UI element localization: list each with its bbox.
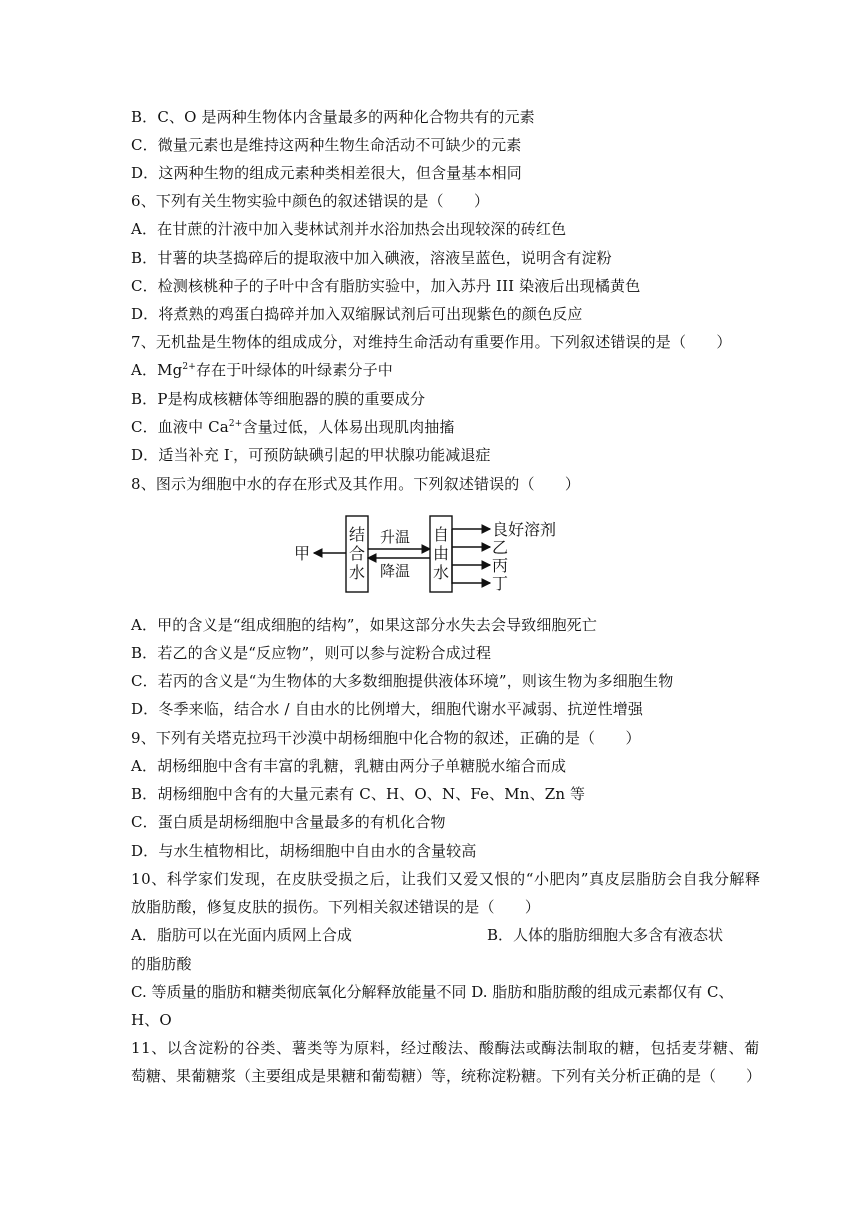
q6-stem: 6、下列有关生物实验中颜色的叙述错误的是（ ） (131, 192, 490, 210)
q7c-text-pre: C．血液中 Ca (131, 418, 229, 436)
label-heating: 升温 (380, 528, 411, 546)
q8-option-d: D．冬季来临，结合水 / 自由水的比例增大，细胞代谢水平减弱、抗逆性增强 (131, 700, 644, 718)
free-water-char-3: 水 (433, 563, 450, 582)
q7a-superscript: 2+ (182, 362, 196, 372)
q7d-text-pre: D．适当补充 I (131, 446, 230, 464)
q7a-text-post: 存在于叶绿体的叶绿素分子中 (195, 361, 393, 379)
q7c-text-post: 含量过低，人体易出现肌肉抽搐 (242, 418, 455, 436)
output-bing: 丙 (492, 556, 509, 575)
q10-option-b-continued: 的脂肪酸 (131, 955, 192, 973)
q7-option-d (131, 445, 491, 465)
q9-option-b: B．胡杨细胞中含有的大量元素有 C、H、O、N、Fe、Mn、Zn 等 (131, 785, 586, 803)
q7-option-c (131, 417, 455, 437)
q6-option-b: B．甘薯的块茎捣碎后的提取液中加入碘液，溶液呈蓝色，说明含有淀粉 (131, 249, 612, 267)
bound-water-char-3: 水 (349, 563, 366, 582)
output-ding: 丁 (492, 574, 509, 593)
free-water-char-2: 由 (433, 544, 450, 563)
diagram-label-jia: 甲 (294, 544, 311, 563)
q7a-text-pre: A．Mg (131, 361, 183, 379)
q9-option-c: C．蛋白质是胡杨细胞中含量最多的有机化合物 (131, 813, 446, 831)
free-water-char-1: 自 (433, 525, 450, 544)
q6-option-a: A．在甘蔗的汁液中加入斐林试剂并水浴加热会出现较深的砖红色 (131, 220, 567, 238)
q9-option-a: A．胡杨细胞中含有丰富的乳糖，乳糖由两分子单糖脱水缩合而成 (131, 757, 567, 775)
output-good-solvent: 良好溶剂 (492, 520, 557, 539)
q5-option-b: B．C、O 是两种生物体内含量最多的两种化合物共有的元素 (131, 108, 535, 126)
q9-option-d: D．与水生植物相比，胡杨细胞中自由水的含量较高 (131, 842, 477, 860)
bound-water-char-2: 合 (349, 544, 366, 563)
water-forms-diagram (290, 512, 570, 596)
q7c-superscript: 2+ (228, 419, 243, 429)
q10-stem-line-1: 10、科学家们发现，在皮肤受损之后，让我们又爱又恨的“小肥肉”真皮层脂肪会自我分解释 (131, 870, 761, 888)
q9-stem: 9、下列有关塔克拉玛干沙漠中胡杨细胞中化合物的叙述，正确的是（ ） (131, 729, 641, 747)
q10-option-b: B．人体的脂肪细胞大多含有液态状 (487, 926, 724, 944)
q6-option-d: D．将煮熟的鸡蛋白捣碎并加入双缩脲试剂后可出现紫色的颜色反应 (131, 305, 583, 323)
q6-option-c: C．检测核桃种子的子叶中含有脂肪实验中，加入苏丹 III 染液后出现橘黄色 (131, 277, 641, 295)
q7-option-a (131, 360, 393, 380)
q7-stem: 7、无机盐是生物体的组成成分，对维持生命活动有重要作用。下列叙述错误的是（ ） (131, 333, 732, 351)
output-yi: 乙 (492, 538, 509, 557)
label-cooling: 降温 (380, 562, 411, 580)
q8-option-b: B．若乙的含义是“反应物”，则可以参与淀粉合成过程 (131, 644, 492, 662)
q8-stem: 8、图示为细胞中水的存在形式及其作用。下列叙述错误的（ ） (131, 475, 581, 493)
q5-option-c: C．微量元素也是维持这两种生物生命活动不可缺少的元素 (131, 136, 522, 154)
q8-option-c: C．若丙的含义是“为生物体的大多数细胞提供液体环境”，则该生物为多细胞生物 (131, 672, 674, 690)
q11-stem-line-2: 萄糖、果葡糖浆（主要组成是果糖和葡萄糖）等，统称淀粉糖。下列有关分析正确的是（ ） (131, 1067, 762, 1085)
q10-option-a: A．脂肪可以在光面内质网上合成 (131, 926, 352, 944)
q10-stem-line-2: 放脂肪酸，修复皮肤的损伤。下列相关叙述错误的是（ ） (131, 898, 541, 916)
q8-option-a: A．甲的含义是“组成细胞的结构”，如果这部分水失去会导致细胞死亡 (131, 616, 597, 634)
q7d-text-post: ，可预防缺碘引起的甲状腺功能减退症 (233, 446, 491, 464)
q5-option-d: D．这两种生物的组成元素种类相差很大，但含量基本相同 (131, 164, 522, 182)
q10-option-d-continued: H、O (131, 1011, 172, 1029)
bound-water-char-1: 结 (349, 525, 366, 544)
q7d-superscript: - (229, 447, 234, 457)
q10-options-c-d: C. 等质量的脂肪和糖类彻底氧化分解释放能量不同 D. 脂肪和脂肪酸的组成元素都仅有 C、 (131, 983, 734, 1001)
q7-option-b: B．P是构成核糖体等细胞器的膜的重要成分 (131, 390, 426, 408)
q11-stem-line-1: 11、以含淀粉的谷类、薯类等为原料，经过酸法、酸酶法或酶法制取的糖，包括麦芽糖、葡 (131, 1039, 760, 1057)
